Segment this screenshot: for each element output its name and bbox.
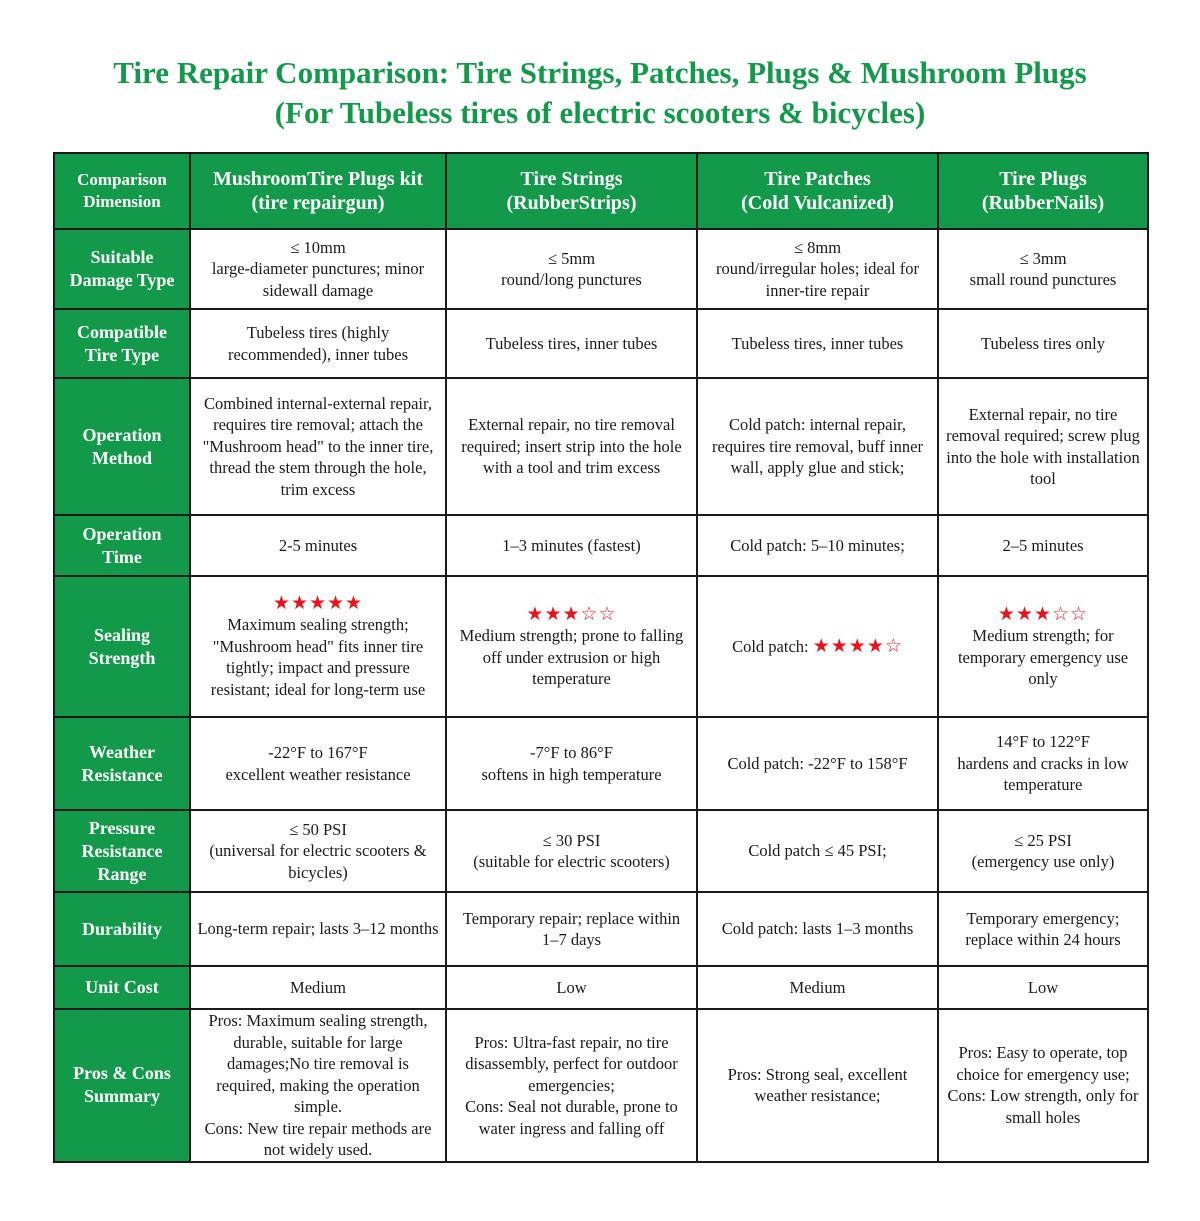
cell-line: small round punctures <box>969 270 1117 289</box>
cell-line: Low <box>1027 977 1059 997</box>
star-rating: ★★★★☆ <box>812 635 903 657</box>
row-label <box>54 378 190 515</box>
header-dimension <box>54 153 190 229</box>
table-cell <box>697 576 938 717</box>
cell-line: round/irregular holes; ideal for <box>716 259 919 279</box>
table-cell <box>190 1009 446 1162</box>
page-title <box>0 0 1200 149</box>
table-cell <box>697 1009 938 1162</box>
row-label-line: Resistance <box>81 840 163 861</box>
table-cell <box>697 892 938 966</box>
cell-line: (universal for electric scooters & <box>209 841 427 861</box>
cell-line: into the hole with installation <box>946 447 1140 467</box>
title-line-1: Tire Repair Comparison: Tire Strings, Patches, Plugs & Mushroom Plugs <box>113 55 1087 90</box>
table-cell <box>697 966 938 1009</box>
row-label-line: Time <box>102 546 142 567</box>
table-cell <box>190 717 446 810</box>
comparison-table <box>53 152 1149 1163</box>
cell-line: Medium strength; for <box>972 626 1114 645</box>
cell-line: thread the stem through the hole, <box>209 458 427 478</box>
header-mushroom-plugs <box>190 153 446 229</box>
cell-line: Cons: Seal not durable, prone to <box>465 1097 678 1116</box>
table-cell <box>446 892 697 966</box>
cell-line: 1–3 minutes (fastest) <box>502 535 641 555</box>
cell-line: ≤ 3mm <box>1019 248 1067 268</box>
cell-line: ≤ 30 PSI <box>542 830 601 850</box>
cell-line: damages;No tire removal is <box>227 1054 409 1073</box>
cell-line: Pros: Easy to operate, top <box>958 1043 1128 1063</box>
table-row <box>54 229 1148 309</box>
cell-line: 1–7 days <box>541 930 602 949</box>
table-cell <box>446 810 697 892</box>
header-line: MushroomTire Plugs kit <box>212 168 424 190</box>
table-cell <box>938 576 1148 717</box>
row-label <box>54 966 190 1009</box>
cell-line: Cold patch: <box>732 636 813 656</box>
cell-line: 2–5 minutes <box>1002 535 1084 555</box>
table-cell <box>190 378 446 515</box>
cell-line: Tubeless tires (highly <box>246 323 390 342</box>
cell-line: hardens and cracks in low <box>957 753 1129 773</box>
table-row <box>54 1009 1148 1162</box>
row-label-line: Unit Cost <box>85 977 159 997</box>
row-label-line: Pressure <box>88 817 156 838</box>
cell-line: Maximum sealing strength; <box>227 615 409 635</box>
cell-line: Pros: Strong seal, excellent <box>727 1064 908 1084</box>
row-label-line: Operation <box>82 523 162 544</box>
table-cell <box>938 309 1148 378</box>
header-row <box>54 153 1148 229</box>
table-cell <box>446 1009 697 1162</box>
table-cell <box>446 515 697 576</box>
header-line: (RubberStrips) <box>506 192 637 214</box>
cell-line: temperature <box>1003 775 1083 795</box>
cell-line: Long-term repair; lasts 3–12 months <box>197 919 439 939</box>
cell-line: External repair, no tire <box>968 404 1118 424</box>
table-cell <box>446 309 697 378</box>
cell-line: "Mushroom head" fits inner tire <box>212 636 424 656</box>
table-row <box>54 515 1148 576</box>
row-label-line: Suitable <box>90 247 154 267</box>
table-cell <box>446 966 697 1009</box>
cell-line: only <box>1028 669 1058 688</box>
cell-line: recommended), inner tubes <box>227 344 409 364</box>
row-label-line: Method <box>92 447 152 468</box>
table-row <box>54 810 1148 892</box>
cell-line: Temporary repair; replace within <box>462 908 681 928</box>
row-label-line: Resistance <box>81 764 163 785</box>
table-cell <box>697 717 938 810</box>
header-dimension-line: Dimension <box>83 192 161 211</box>
table-row <box>54 717 1148 810</box>
cell-line: softens in high temperature <box>481 764 662 784</box>
cell-line: (suitable for electric scooters) <box>473 852 670 871</box>
header-line: Tire Strings <box>520 168 623 190</box>
row-label <box>54 810 190 892</box>
row-label <box>54 717 190 810</box>
cell-line: Cold patch: lasts 1–3 months <box>721 919 914 939</box>
row-label-line: Strength <box>88 647 156 668</box>
row-label-line: Operation <box>82 424 162 445</box>
row-label-line: Sealing <box>93 624 150 645</box>
cell-line: Cold patch: 5–10 minutes; <box>730 535 905 555</box>
cell-line: required; insert strip into the hole <box>461 436 682 456</box>
header-tire-strings <box>446 153 697 229</box>
table-cell <box>938 966 1148 1009</box>
table-row <box>54 378 1148 515</box>
cell-line: Cons: New tire repair methods are <box>204 1118 432 1138</box>
cell-line: Cold patch ≤ 45 PSI; <box>748 841 887 861</box>
cell-line: removal required; screw plug <box>946 426 1140 445</box>
star-rating: ★★★☆☆ <box>997 603 1089 625</box>
header-line: Tire Plugs <box>999 168 1087 190</box>
table-cell <box>938 810 1148 892</box>
cell-line: requires tire removal, buff inner <box>712 436 923 456</box>
cell-line: weather resistance; <box>754 1086 881 1106</box>
cell-line: required, making the operation <box>216 1075 420 1095</box>
table-cell <box>190 892 446 966</box>
table-cell <box>697 309 938 378</box>
cell-line: Pros: Ultra-fast repair, no tire <box>474 1032 669 1052</box>
table-cell <box>190 576 446 717</box>
cell-line: trim excess <box>280 479 356 499</box>
table-cell <box>938 717 1148 810</box>
table-cell <box>697 229 938 309</box>
table-cell <box>938 229 1148 309</box>
cell-line: External repair, no tire removal <box>468 415 675 435</box>
row-label-line: Compatible <box>77 321 167 342</box>
cell-line: bicycles) <box>288 862 348 882</box>
table-cell <box>938 515 1148 576</box>
table-row <box>54 966 1148 1009</box>
cell-line: small holes <box>1005 1107 1081 1127</box>
row-label <box>54 1009 190 1162</box>
header-dimension-line: Comparison <box>77 170 167 189</box>
table-cell <box>446 229 697 309</box>
header-line: Tire Patches <box>764 168 871 190</box>
cell-line: round/long punctures <box>501 270 642 289</box>
table-cell <box>446 576 697 717</box>
cell-line: tool <box>1030 469 1056 488</box>
row-label-line: Weather <box>89 741 155 762</box>
cell-line: durable, suitable for large <box>233 1032 403 1052</box>
table-cell <box>938 1009 1148 1162</box>
star-rating: ★★★☆☆ <box>526 603 617 625</box>
table-cell <box>446 378 697 515</box>
row-label-line: Range <box>97 863 147 884</box>
cell-line: replace within 24 hours <box>965 930 1121 949</box>
cell-line: ≤ 5mm <box>547 248 596 268</box>
cell-line: Combined internal-external repair, <box>204 393 432 413</box>
cell-line: ≤ 25 PSI <box>1014 830 1072 850</box>
cell-line: tightly; impact and pressure <box>226 658 410 678</box>
row-label-line: Damage Type <box>69 270 175 290</box>
cell-line: simple. <box>293 1097 343 1116</box>
row-label <box>54 515 190 576</box>
cell-line: Cons: Low strength, only for <box>947 1086 1139 1106</box>
cell-line: Medium strength; prone to falling <box>459 626 684 645</box>
cell-line: requires tire removal; attach the <box>213 415 423 435</box>
cell-line: off under extrusion or high <box>482 647 661 667</box>
table-row <box>54 309 1148 378</box>
table-cell <box>697 810 938 892</box>
table-cell <box>190 229 446 309</box>
cell-line: choice for emergency use; <box>956 1064 1130 1084</box>
cell-line: ≤ 8mm <box>793 237 842 257</box>
cell-line: excellent weather resistance <box>225 764 411 784</box>
cell-line: "Mushroom head" to the inner tire, <box>202 436 434 456</box>
row-label <box>54 576 190 717</box>
table-cell <box>190 810 446 892</box>
cell-line: ≤ 10mm <box>290 237 346 257</box>
row-label <box>54 309 190 378</box>
table-cell <box>938 892 1148 966</box>
cell-line: 2-5 minutes <box>278 535 358 555</box>
cell-line: temperature <box>532 669 611 688</box>
table-row <box>54 892 1148 966</box>
row-label-line: Tire Type <box>84 344 160 365</box>
star-rating: ★★★★★ <box>272 592 364 614</box>
cell-line: Medium <box>290 977 346 997</box>
table-cell <box>190 309 446 378</box>
header-line: (RubberNails) <box>981 192 1105 214</box>
cell-line: ≤ 50 PSI <box>289 819 347 839</box>
cell-line: temporary emergency use <box>957 647 1129 667</box>
table-cell <box>190 515 446 576</box>
header-line: (tire repairgun) <box>251 192 385 214</box>
cell-line: Cold patch: -22°F to 158°F <box>727 753 908 773</box>
cell-line: with a tool and trim excess <box>482 458 661 478</box>
cell-line: resistant; ideal for long-term use <box>210 679 426 699</box>
cell-line: Tubeless tires, inner tubes <box>485 333 658 353</box>
cell-line: emergencies; <box>528 1075 615 1095</box>
cell-line: Pros: Maximum sealing strength, <box>208 1011 428 1030</box>
cell-line: Medium <box>789 977 846 997</box>
row-label <box>54 892 190 966</box>
cell-line: inner-tire repair <box>765 280 870 300</box>
cell-line: disassembly, perfect for outdoor <box>465 1054 678 1073</box>
cell-line: sidewall damage <box>262 280 374 300</box>
row-label-line: Pros & Cons <box>73 1063 171 1084</box>
cell-line: water ingress and falling off <box>478 1118 665 1138</box>
cell-line: large-diameter punctures; minor <box>211 259 425 279</box>
table-cell <box>938 378 1148 515</box>
cell-line: (emergency use only) <box>971 852 1115 871</box>
row-label-line: Durability <box>81 918 162 939</box>
cell-line: -7°F to 86°F <box>530 743 613 762</box>
cell-line: wall, apply glue and stick; <box>730 458 905 478</box>
row-label-line: Summary <box>84 1086 160 1107</box>
cell-line: -22°F to 167°F <box>268 743 368 762</box>
table-row <box>54 576 1148 717</box>
header-tire-plugs <box>938 153 1148 229</box>
title-line-2: (For Tubeless tires of electric scooters & bicycles) <box>274 95 926 130</box>
cell-line: Tubeless tires, inner tubes <box>731 333 904 353</box>
cell-line: Tubeless tires only <box>980 333 1106 353</box>
cell-line: Low <box>556 977 587 997</box>
header-line: (Cold Vulcanized) <box>741 192 894 214</box>
table-cell <box>446 717 697 810</box>
cell-line: Temporary emergency; <box>966 908 1120 928</box>
row-label <box>54 229 190 309</box>
header-tire-patches <box>697 153 938 229</box>
cell-line: not widely used. <box>263 1140 373 1159</box>
cell-line: Cold patch: internal repair, <box>728 415 907 435</box>
table-cell <box>697 515 938 576</box>
table-cell <box>697 378 938 515</box>
table-cell <box>190 966 446 1009</box>
cell-line: 14°F to 122°F <box>996 732 1090 752</box>
